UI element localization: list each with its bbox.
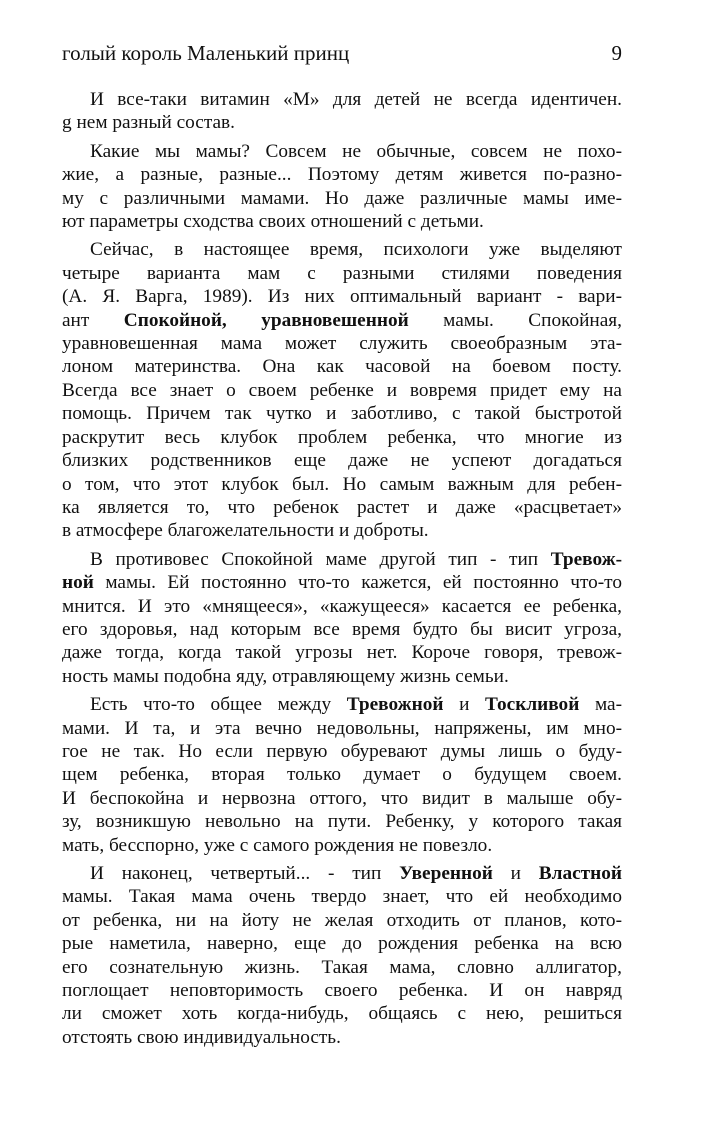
text-run: жие, а разные, разные... Поэтому детям живется по-разно-	[62, 164, 622, 186]
text-line	[62, 909, 622, 932]
text-run: лоном материнства. Она как часовой на боевом посту.	[62, 356, 622, 378]
text-line	[62, 1026, 622, 1049]
paragraph-6	[62, 862, 622, 1049]
bold-term: Тоскливой	[485, 694, 580, 716]
text-run: о том, что этот клубок был. Но самым важным для ребен-	[62, 473, 622, 495]
text-line	[62, 665, 622, 688]
text-run: мамы. Такая мама очень твердо знает, что ей необходимо	[62, 886, 622, 908]
text-line	[62, 618, 622, 641]
text-line	[62, 862, 622, 885]
text-line	[62, 262, 622, 285]
text-line	[62, 571, 622, 594]
text-line	[62, 641, 622, 664]
text-run: уравновешенная мама может служить своеобразным эта-	[62, 333, 622, 355]
text-run: раскрутит весь клубок проблем ребенка, что многие из	[62, 426, 622, 448]
text-run: ют параметры сходства своих отношений с детьми.	[62, 211, 484, 233]
text-run: му с различными мамами. Но даже различные мамы име-	[62, 187, 622, 209]
paragraph-2	[62, 140, 622, 234]
text-run: его сознательную жизнь. Такая мама, словно аллигатор,	[62, 956, 622, 978]
body-text	[62, 88, 622, 1054]
paragraph-3	[62, 238, 622, 542]
text-run: мамы. Спокойная,	[408, 309, 622, 331]
page-number: 9	[611, 41, 622, 65]
text-run: ность мамы подобна яду, отравляющему жизнь семьи.	[62, 665, 509, 687]
text-run: и	[443, 694, 486, 716]
text-line	[62, 140, 622, 163]
text-line	[62, 163, 622, 186]
text-run: даже тогда, когда такой угрозы нет. Короче говоря, тревож-	[62, 642, 622, 664]
text-line	[62, 402, 622, 425]
text-line	[62, 548, 622, 571]
text-run: зу, возникшую невольно на пути. Ребенку, у которого такая	[62, 811, 622, 833]
text-line	[62, 834, 622, 857]
text-run: четыре варианта мам с разными стилями поведения	[62, 262, 622, 284]
text-run: гое не так. Но если первую обуревают думы лишь о буду-	[62, 740, 622, 762]
text-line	[62, 763, 622, 786]
text-line	[62, 932, 622, 955]
text-line	[62, 111, 622, 134]
running-header	[62, 40, 622, 66]
text-run: мами. И та, и эта вечно недовольны, напряжены, им мно-	[62, 717, 622, 739]
text-run: В противовес Спокойной маме другой тип - тип	[90, 548, 551, 570]
text-line	[62, 885, 622, 908]
bold-term: Тревожной	[346, 694, 444, 716]
bold-term: Властной	[538, 863, 622, 884]
text-line	[62, 810, 622, 833]
text-run: g нем разный состав.	[62, 112, 235, 134]
text-line	[62, 519, 622, 542]
text-run: ма-	[579, 694, 622, 716]
text-run: в атмосфере благожелательности и доброты.	[62, 520, 429, 542]
text-run: Есть что-то общее между	[90, 694, 347, 716]
text-run: ли сможет хоть когда-нибудь, общаясь с нею, решиться	[62, 1003, 622, 1025]
text-line	[62, 473, 622, 496]
text-line	[62, 595, 622, 618]
text-line	[62, 496, 622, 519]
text-run: помощь. Причем так чутко и заботливо, с такой быстротой	[62, 403, 622, 425]
paragraph-1	[62, 88, 622, 135]
text-line	[62, 285, 622, 308]
text-line	[62, 88, 622, 111]
text-line	[62, 449, 622, 472]
text-run: мнится. И это «мнящееся», «кажущееся» касается ее ребенка,	[62, 595, 622, 617]
text-line	[62, 1002, 622, 1025]
text-line	[62, 740, 622, 763]
text-run: мать, бесспорно, уже с самого рождения не повезло.	[62, 834, 493, 856]
text-run: от ребенка, ни на йоту не желая отходить от планов, кото-	[62, 909, 622, 931]
text-run: ка является то, что ребенок растет и даже «расцветает»	[62, 496, 622, 518]
text-run: щем ребенка, вторая только думает о будущем своем.	[62, 764, 622, 786]
text-line	[62, 693, 622, 716]
text-run: мамы. Ей постоянно что-то кажется, ей постоянно что-то	[93, 572, 622, 594]
text-line	[62, 717, 622, 740]
text-line	[62, 379, 622, 402]
text-run: и	[492, 863, 539, 884]
bold-term: Тревож-	[550, 548, 622, 570]
bold-term: Спокойной, уравновешенной	[123, 309, 409, 331]
text-run: (А. Я. Варга, 1989). Из них оптимальный вариант - вари-	[62, 286, 622, 308]
bold-term: Уверенной	[399, 863, 493, 884]
text-line	[62, 979, 622, 1002]
text-line	[62, 956, 622, 979]
text-run: ант	[62, 309, 124, 331]
bold-term: ной	[62, 572, 94, 594]
text-run: Всегда все знает о своем ребенке и вовремя придет ему на	[62, 379, 622, 401]
text-line	[62, 309, 622, 332]
paragraph-5	[62, 693, 622, 857]
text-run: поглощает неповторимость своего ребенка. И он навряд	[62, 980, 622, 1002]
text-run: Какие мы мамы? Совсем не обычные, совсем не похо-	[90, 140, 622, 162]
text-run: его здоровья, над которым все время будто бы висит угроза,	[62, 618, 622, 640]
text-line	[62, 238, 622, 261]
text-run: отстоять свою индивидуальность.	[62, 1026, 341, 1048]
text-line	[62, 355, 622, 378]
text-run: И наконец, четвертый... - тип	[90, 863, 400, 884]
text-run: рые наметила, наверно, еще до рождения ребенка на всю	[62, 933, 622, 955]
text-line	[62, 332, 622, 355]
text-run: И беспокойна и нервозна оттого, что видит в малыше обу-	[62, 787, 622, 809]
text-run: И все-таки витамин «М» для детей не всегда идентичен.	[90, 89, 622, 110]
text-line	[62, 210, 622, 233]
paragraph-4	[62, 548, 622, 688]
text-line	[62, 187, 622, 210]
running-title: голый король Маленький принц	[62, 41, 350, 65]
text-line	[62, 426, 622, 449]
text-line	[62, 787, 622, 810]
text-run: близких родственников еще даже не успеют догадаться	[62, 450, 622, 472]
text-run: Сейчас, в настоящее время, психологи уже выделяют	[90, 239, 622, 261]
